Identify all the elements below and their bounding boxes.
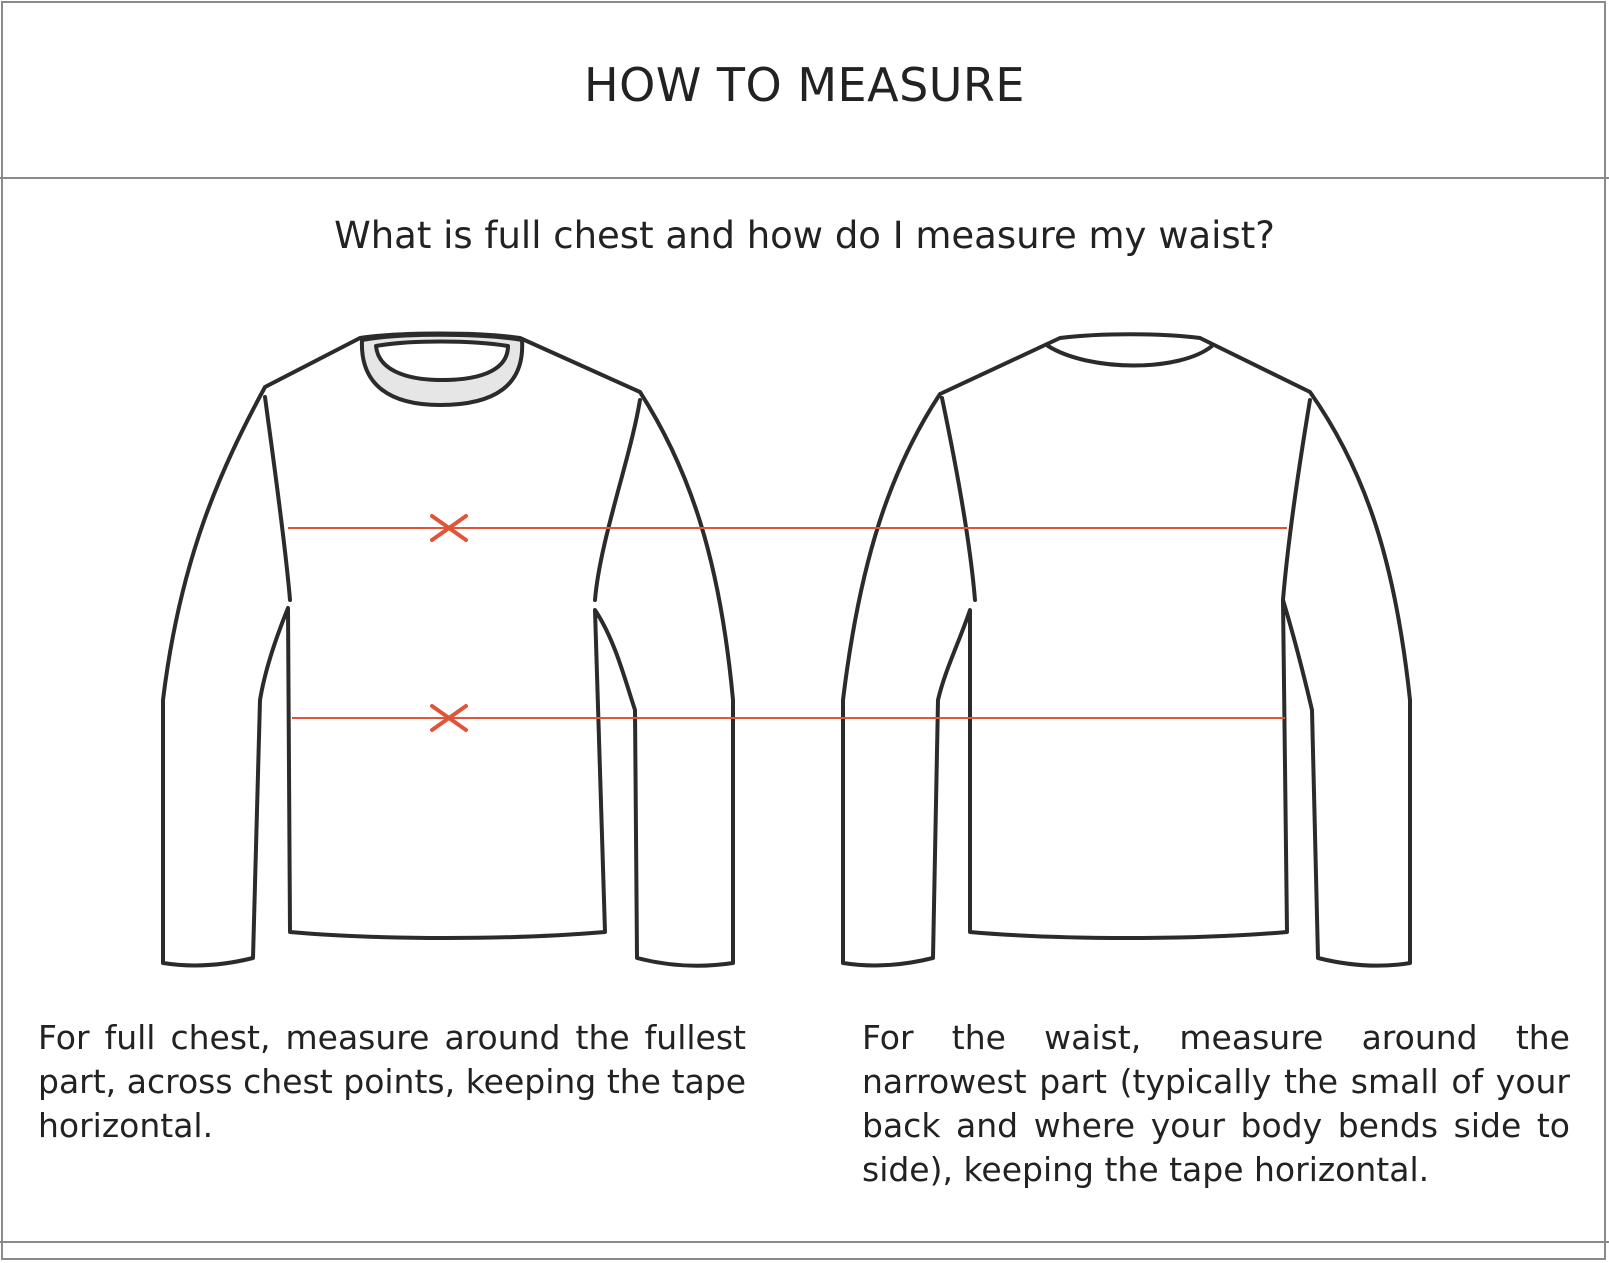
chest-description: For full chest, measure around the fullest part, across chest points, keeping the tape horizontal. [38,1018,746,1145]
shirt-illustration [0,320,1609,1000]
footer-divider [0,1241,1609,1243]
page-title: HOW TO MEASURE [584,58,1025,112]
back-shirt-outline [843,334,1410,965]
back-shirt [843,334,1410,965]
header-divider [0,177,1609,179]
front-shirt-outline [163,334,733,966]
question-heading: What is full chest and how do I measure my waist? [334,214,1275,257]
waist-description: For the waist, measure around the narrowest part (typically the small of your back and where your body bends side to side), keeping the tape horizontal. [862,1018,1570,1189]
front-shirt [163,334,733,966]
